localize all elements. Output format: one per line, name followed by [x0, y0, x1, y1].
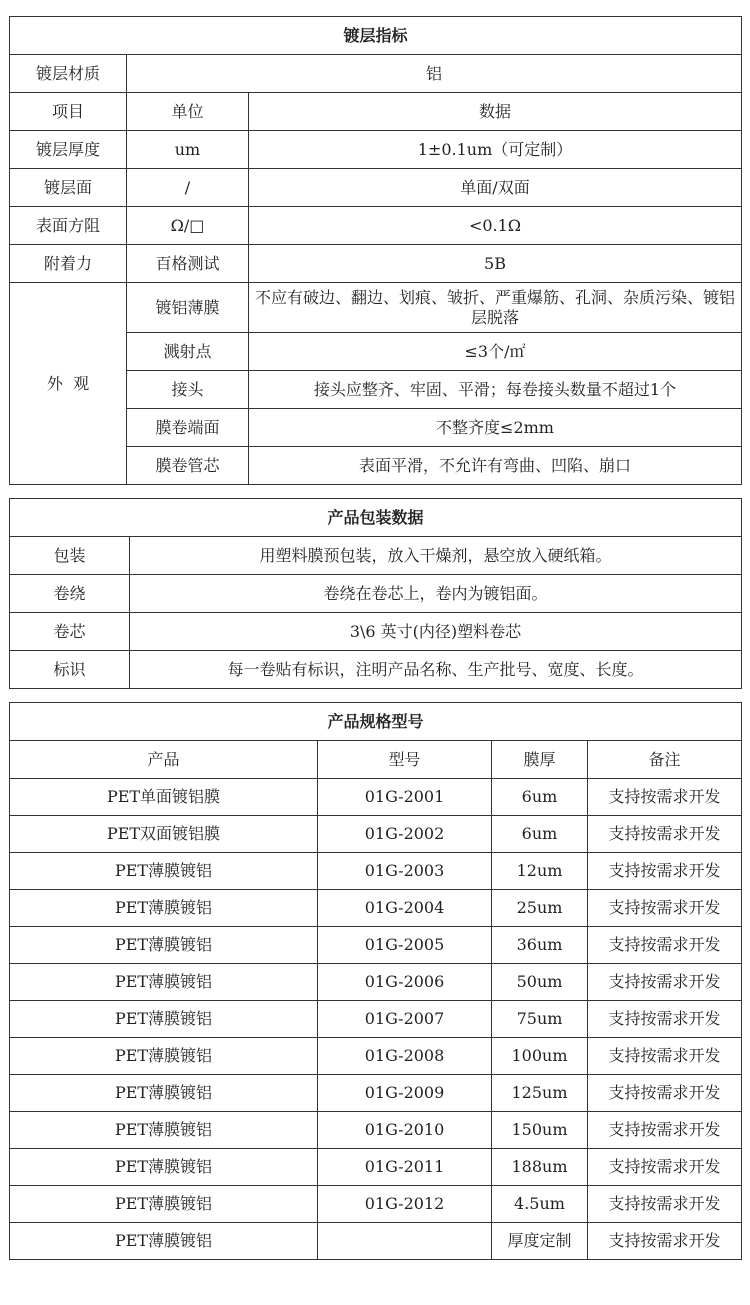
- spec-note: 支持按需求开发: [588, 927, 742, 964]
- packaging-title-row: [10, 499, 742, 537]
- spec-model: 01G-2005: [318, 927, 492, 964]
- spec-header-row: [10, 741, 742, 779]
- packaging-label: 包装: [10, 537, 130, 575]
- spec-title-row: [10, 703, 742, 741]
- coating-row-item: 镀层面: [10, 169, 127, 207]
- coating-row-unit: Ω/□: [127, 207, 249, 245]
- packaging-label: 卷绕: [10, 575, 130, 613]
- spec-model: 01G-2012: [318, 1186, 492, 1223]
- packaging-label: 标识: [10, 651, 130, 689]
- appearance-sub: 镀铝薄膜: [127, 283, 249, 333]
- spec-product: PET单面镀铝膜: [10, 779, 318, 816]
- coating-row: [10, 207, 742, 245]
- spec-row: [10, 1112, 742, 1149]
- spec-note: 支持按需求开发: [588, 1001, 742, 1038]
- appearance-value: 不应有破边、翻边、划痕、皱折、严重爆筋、孔洞、杂质污染、镀铝层脱落: [249, 283, 742, 333]
- coating-row-value: 5B: [249, 245, 742, 283]
- coating-row: [10, 245, 742, 283]
- packaging-table: [9, 498, 742, 689]
- spec-header-product: 产品: [10, 741, 318, 779]
- spec-note: 支持按需求开发: [588, 853, 742, 890]
- spec-model: 01G-2010: [318, 1112, 492, 1149]
- coating-row-unit: um: [127, 131, 249, 169]
- spec-note: 支持按需求开发: [588, 1223, 742, 1260]
- spec-product: PET薄膜镀铝: [10, 1001, 318, 1038]
- spec-model: 01G-2003: [318, 853, 492, 890]
- spec-row: [10, 1001, 742, 1038]
- appearance-sub: 膜卷管芯: [127, 447, 249, 485]
- spec-product: PET薄膜镀铝: [10, 927, 318, 964]
- spec-product: PET薄膜镀铝: [10, 890, 318, 927]
- spec-product: PET薄膜镀铝: [10, 964, 318, 1001]
- spec-thickness: 50um: [492, 964, 588, 1001]
- spec-product: PET薄膜镀铝: [10, 1149, 318, 1186]
- spec-model: 01G-2006: [318, 964, 492, 1001]
- coating-material-row: [10, 55, 742, 93]
- packaging-row: [10, 537, 742, 575]
- coating-row-item: 表面方阻: [10, 207, 127, 245]
- coating-row-unit: 百格测试: [127, 245, 249, 283]
- spec-model: 01G-2004: [318, 890, 492, 927]
- appearance-row: [10, 283, 742, 333]
- spec-product: PET双面镀铝膜: [10, 816, 318, 853]
- packaging-row: [10, 613, 742, 651]
- spec-header-thickness: 膜厚: [492, 741, 588, 779]
- spec-product: PET薄膜镀铝: [10, 1075, 318, 1112]
- spec-header-note: 备注: [588, 741, 742, 779]
- spec-thickness: 125um: [492, 1075, 588, 1112]
- spec-product: PET薄膜镀铝: [10, 853, 318, 890]
- spec-row: [10, 779, 742, 816]
- spec-table: [9, 702, 742, 1260]
- spec-row: [10, 816, 742, 853]
- spec-thickness: 188um: [492, 1149, 588, 1186]
- appearance-value: 不整齐度≤2mm: [249, 409, 742, 447]
- coating-row: [10, 169, 742, 207]
- spec-table-title: 产品规格型号: [10, 703, 742, 741]
- spec-row: [10, 1223, 742, 1260]
- packaging-value: 卷绕在卷芯上，卷内为镀铝面。: [130, 575, 742, 613]
- appearance-value: 接头应整齐、牢固、平滑；每卷接头数量不超过1个: [249, 371, 742, 409]
- coating-header-row: [10, 93, 742, 131]
- spec-model: 01G-2007: [318, 1001, 492, 1038]
- coating-row-item: 镀层厚度: [10, 131, 127, 169]
- packaging-table-title: 产品包装数据: [10, 499, 742, 537]
- spec-product: PET薄膜镀铝: [10, 1038, 318, 1075]
- coating-spec-table: [9, 16, 742, 485]
- appearance-value: 表面平滑，不允许有弯曲、凹陷、崩口: [249, 447, 742, 485]
- spec-note: 支持按需求开发: [588, 779, 742, 816]
- spec-model: [318, 1223, 492, 1260]
- spec-product: PET薄膜镀铝: [10, 1223, 318, 1260]
- header-data: 数据: [249, 93, 742, 131]
- packaging-row: [10, 575, 742, 613]
- spec-thickness: 12um: [492, 853, 588, 890]
- spec-model: 01G-2009: [318, 1075, 492, 1112]
- coating-row-value: <0.1Ω: [249, 207, 742, 245]
- spec-thickness: 150um: [492, 1112, 588, 1149]
- spec-row: [10, 890, 742, 927]
- material-value: 铝: [127, 55, 742, 93]
- spec-row: [10, 927, 742, 964]
- spec-note: 支持按需求开发: [588, 890, 742, 927]
- spec-thickness: 6um: [492, 816, 588, 853]
- spec-note: 支持按需求开发: [588, 1075, 742, 1112]
- packaging-value: 3\6 英寸(内径)塑料卷芯: [130, 613, 742, 651]
- spec-header-model: 型号: [318, 741, 492, 779]
- spec-row: [10, 853, 742, 890]
- spec-row: [10, 964, 742, 1001]
- appearance-sub: 溅射点: [127, 333, 249, 371]
- header-unit: 单位: [127, 93, 249, 131]
- packaging-value: 用塑料膜预包装，放入干燥剂，悬空放入硬纸箱。: [130, 537, 742, 575]
- spec-note: 支持按需求开发: [588, 1186, 742, 1223]
- packaging-value: 每一卷贴有标识，注明产品名称、生产批号、宽度、长度。: [130, 651, 742, 689]
- spec-thickness: 厚度定制: [492, 1223, 588, 1260]
- appearance-sub: 膜卷端面: [127, 409, 249, 447]
- coating-row-value: 单面/双面: [249, 169, 742, 207]
- spec-note: 支持按需求开发: [588, 1149, 742, 1186]
- spec-thickness: 25um: [492, 890, 588, 927]
- spec-thickness: 6um: [492, 779, 588, 816]
- spec-row: [10, 1149, 742, 1186]
- coating-row-value: 1±0.1um（可定制）: [249, 131, 742, 169]
- spec-note: 支持按需求开发: [588, 1038, 742, 1075]
- appearance-value: ≤3个/㎡: [249, 333, 742, 371]
- appearance-sub: 接头: [127, 371, 249, 409]
- spec-product: PET薄膜镀铝: [10, 1112, 318, 1149]
- spec-note: 支持按需求开发: [588, 816, 742, 853]
- spec-row: [10, 1075, 742, 1112]
- spec-model: 01G-2011: [318, 1149, 492, 1186]
- spec-model: 01G-2002: [318, 816, 492, 853]
- coating-row: [10, 131, 742, 169]
- spec-note: 支持按需求开发: [588, 964, 742, 1001]
- material-label: 镀层材质: [10, 55, 127, 93]
- spec-thickness: 75um: [492, 1001, 588, 1038]
- coating-table-title: 镀层指标: [10, 17, 742, 55]
- spec-product: PET薄膜镀铝: [10, 1186, 318, 1223]
- spec-thickness: 36um: [492, 927, 588, 964]
- packaging-label: 卷芯: [10, 613, 130, 651]
- header-item: 项目: [10, 93, 127, 131]
- spec-note: 支持按需求开发: [588, 1112, 742, 1149]
- spec-thickness: 4.5um: [492, 1186, 588, 1223]
- coating-title-row: [10, 17, 742, 55]
- packaging-row: [10, 651, 742, 689]
- spec-row: [10, 1038, 742, 1075]
- coating-row-item: 附着力: [10, 245, 127, 283]
- spec-thickness: 100um: [492, 1038, 588, 1075]
- spec-model: 01G-2001: [318, 779, 492, 816]
- spec-row: [10, 1186, 742, 1223]
- appearance-label: 外 观: [10, 283, 127, 485]
- spec-model: 01G-2008: [318, 1038, 492, 1075]
- coating-row-unit: /: [127, 169, 249, 207]
